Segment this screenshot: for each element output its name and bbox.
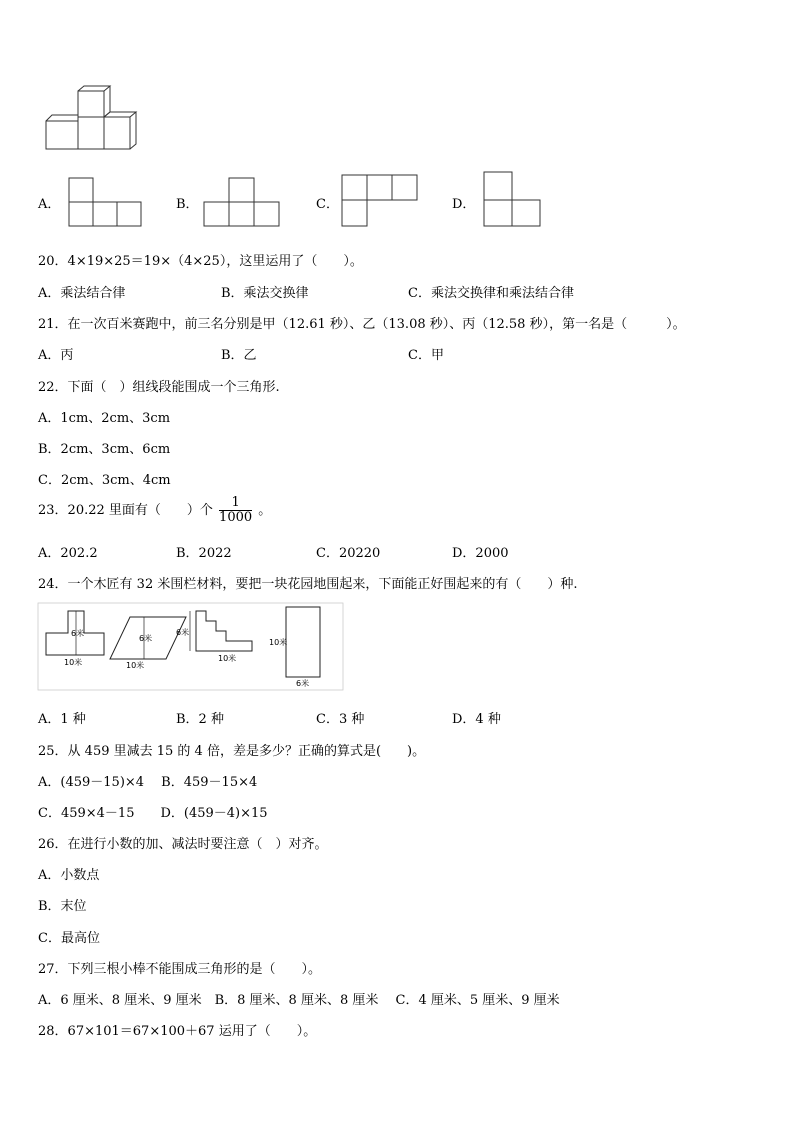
question-22-stem: 22．下面（ ）组线段能围成一个三角形. [38, 380, 280, 395]
q24-option-c[interactable]: C．3 种 [316, 712, 365, 727]
q22-option-b[interactable]: B．2cm、3cm、6cm [38, 442, 171, 457]
option-b-view[interactable] [203, 176, 280, 228]
fig4-height-label: 10米 [269, 638, 288, 647]
q20-option-a[interactable]: A．乘法结合律 [38, 286, 126, 301]
garden-shapes-figure [38, 603, 344, 691]
q21-option-b[interactable]: B．乙 [221, 348, 257, 363]
fig1-width-label: 10米 [64, 658, 83, 667]
option-d-label[interactable]: D． [452, 197, 476, 212]
q25-options-row-2[interactable]: C．459×4－15 D．(459－4)×15 [38, 806, 268, 821]
fraction-denominator: 1000 [219, 510, 253, 525]
q23-option-a[interactable]: A．202.2 [38, 546, 98, 561]
q23-stem-after: 。 [258, 503, 272, 518]
option-b-label[interactable]: B． [176, 197, 199, 212]
q23-option-d[interactable]: D．2000 [452, 546, 509, 561]
option-a-view[interactable] [68, 176, 142, 228]
question-20-stem: 20．4×19×25＝19×（4×25），这里运用了（ ）。 [38, 254, 363, 269]
fig4-width-label: 6米 [296, 679, 310, 688]
q23-option-c[interactable]: C．20220 [316, 546, 381, 561]
q27-options-row[interactable]: A．6 厘米、8 厘米、9 厘米 B．8 厘米、8 厘米、8 厘米 C．4 厘米、5 厘米、9 厘米 [38, 993, 560, 1008]
q20-option-c[interactable]: C．乘法交换律和乘法结合律 [408, 286, 574, 301]
q26-option-a[interactable]: A．小数点 [38, 868, 100, 883]
fraction [219, 496, 252, 525]
q24-option-d[interactable]: D．4 种 [452, 712, 501, 727]
cube-solid-figure [40, 85, 140, 155]
question-27-stem: 27．下列三根小棒不能围成三角形的是（ ）。 [38, 962, 322, 977]
option-d-view[interactable] [483, 170, 541, 228]
fig2-height-label: 6米 [139, 634, 153, 643]
fig3-height-label: 6米 [176, 628, 190, 637]
q20-option-b[interactable]: B．乘法交换律 [221, 286, 309, 301]
option-c-view[interactable] [341, 174, 419, 228]
q22-option-a[interactable]: A．1cm、2cm、3cm [38, 411, 171, 426]
fraction-numerator: 1 [219, 496, 252, 511]
q21-option-a[interactable]: A．丙 [38, 348, 74, 363]
q24-option-b[interactable]: B．2 种 [176, 712, 224, 727]
option-c-label[interactable]: C． [316, 197, 339, 212]
fig1-height-label: 6米 [71, 629, 85, 638]
question-23-stem [38, 496, 271, 525]
question-21-stem: 21．在一次百米赛跑中，前三名分别是甲（12.61 秒）、乙（13.08 秒）、丙（12.58 秒），第一名是（ ）。 [38, 317, 686, 332]
q26-option-b[interactable]: B．末位 [38, 899, 87, 914]
q25-options-row-1[interactable]: A．(459－15)×4 B．459－15×4 [38, 775, 258, 790]
fig3-width-label: 10米 [218, 654, 237, 663]
question-26-stem: 26．在进行小数的加、减法时要注意（ ）对齐。 [38, 837, 328, 852]
question-28-stem: 28．67×101＝67×100＋67 运用了（ ）。 [38, 1024, 317, 1039]
q24-option-a[interactable]: A．1 种 [38, 712, 86, 727]
question-25-stem: 25．从 459 里减去 15 的 4 倍，差是多少？正确的算式是( )。 [38, 744, 426, 759]
question-24-stem: 24．一个木匠有 32 米围栏材料，要把一块花园地围起来，下面能正好围起来的有（ ）种. [38, 577, 578, 592]
q23-stem-before: 23．20.22 里面有（ ）个 [38, 503, 213, 518]
fig2-width-label: 10米 [126, 661, 145, 670]
q21-option-c[interactable]: C．甲 [408, 348, 444, 363]
option-a-label[interactable]: A． [38, 197, 61, 212]
q23-option-b[interactable]: B．2022 [176, 546, 232, 561]
q26-option-c[interactable]: C．最高位 [38, 931, 100, 946]
q22-option-c[interactable]: C．2cm、3cm、4cm [38, 473, 171, 488]
